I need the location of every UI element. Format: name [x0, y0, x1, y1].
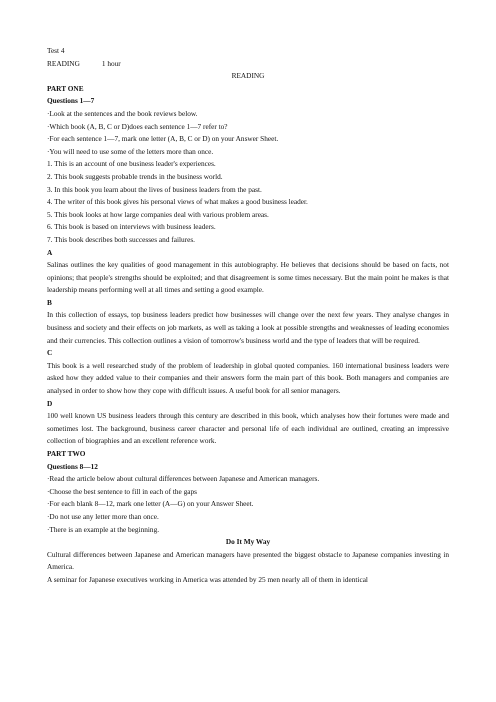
- article-title: Do It My Way: [225, 537, 271, 547]
- review-letter: C: [47, 348, 53, 358]
- article-paragraph: Cultural differences between Japanese and American managers have presented the biggest obstacle to Japanese companies investing in America.: [47, 549, 449, 572]
- review-text: Salinas outlines the key qualities of good management in this autobiography. He believes that decisions should be based on facts, not opinions; that people's strengths should be exploited; and that disagreement is some times necessary. But the main point he makes is that leadership means performing well at all times and setting a good example.: [47, 260, 449, 295]
- review-letter: B: [47, 297, 52, 307]
- review-letter: A: [47, 247, 53, 257]
- sentence-item: 4. The writer of this book gives his personal views of what makes a good business leader.: [47, 197, 308, 207]
- part-one-questions: Questions 1—7: [47, 96, 95, 106]
- instruction-line: ·For each sentence 1—7, mark one letter (A, B, C or D) on your Answer Sheet.: [47, 134, 279, 144]
- section-label: READING: [47, 58, 80, 68]
- document-content: [47, 45, 449, 587]
- sentence-item: 3. In this book you learn about the lives of business leaders from the past.: [47, 184, 262, 194]
- instruction-line: ·Do not use any letter more than once.: [47, 511, 159, 521]
- part-two-questions: Questions 8—12: [47, 461, 98, 471]
- section-line: [47, 58, 449, 71]
- review-text: In this collection of essays, top business leaders predict how businesses will change over the next few years. They analyse changes in business and society and their effects on job markets, as well as taking a look at possible strengths and weaknesses of leading economies and their currencies. This collection outlines a vision of tomorrow's business world and the type of leaders that will be required.: [47, 310, 449, 345]
- sentence-item: 5. This book looks at how large companies deal with various problem areas.: [47, 209, 269, 219]
- review-letter: D: [47, 398, 53, 408]
- instruction-line: ·Look at the sentences and the book reviews below.: [47, 108, 198, 118]
- part-two-heading: PART TWO: [47, 449, 86, 458]
- sentence-item: 6. This book is based on interviews with business leaders.: [47, 222, 216, 232]
- article-paragraph: A seminar for Japanese executives working in America was attended by 25 men nearly all of them in identical: [47, 574, 368, 584]
- page-title: READING: [231, 71, 265, 81]
- instruction-line: ·For each blank 8—12, mark one letter (A—G) on your Answer Sheet.: [47, 499, 254, 509]
- instruction-line: ·Read the article below about cultural differences between Japanese and American managers.: [47, 474, 320, 484]
- review-text: This book is a well researched study of the problem of leadership in global quoted companies. 160 international business leaders were asked how they added value to their companies and their answers form the main part of this book. Both managers and companies are analysed in order to show how they cope with difficult issues. A useful book for all senior managers.: [47, 360, 449, 396]
- sentence-item: 1. This is an account of one business leader's experiences.: [47, 159, 216, 169]
- instruction-line: ·There is an example at the beginning.: [47, 524, 160, 534]
- part-one-heading: PART ONE: [47, 83, 84, 93]
- instruction-line: ·You will need to use some of the letters more than once.: [47, 146, 214, 156]
- instruction-line: ·Which book (A, B, C or D)does each sentence 1—7 refer to?: [47, 121, 228, 131]
- sentence-item: 2. This book suggests probable trends in the business world.: [47, 171, 223, 181]
- test-label: Test 4: [47, 46, 65, 55]
- instruction-line: ·Choose the best sentence to fill in each of the gaps: [47, 486, 197, 496]
- sentence-item: 7. This book describes both successes and failures.: [47, 234, 196, 244]
- duration-label: 1 hour: [101, 58, 121, 68]
- review-text: 100 well known US business leaders through this century are described in this book, which analyses how their fortunes were made and sometimes lost. The background, business career character and personal life of each individual are outlined, creating an impressive collection of biographies and an excellent reference work.: [47, 411, 449, 446]
